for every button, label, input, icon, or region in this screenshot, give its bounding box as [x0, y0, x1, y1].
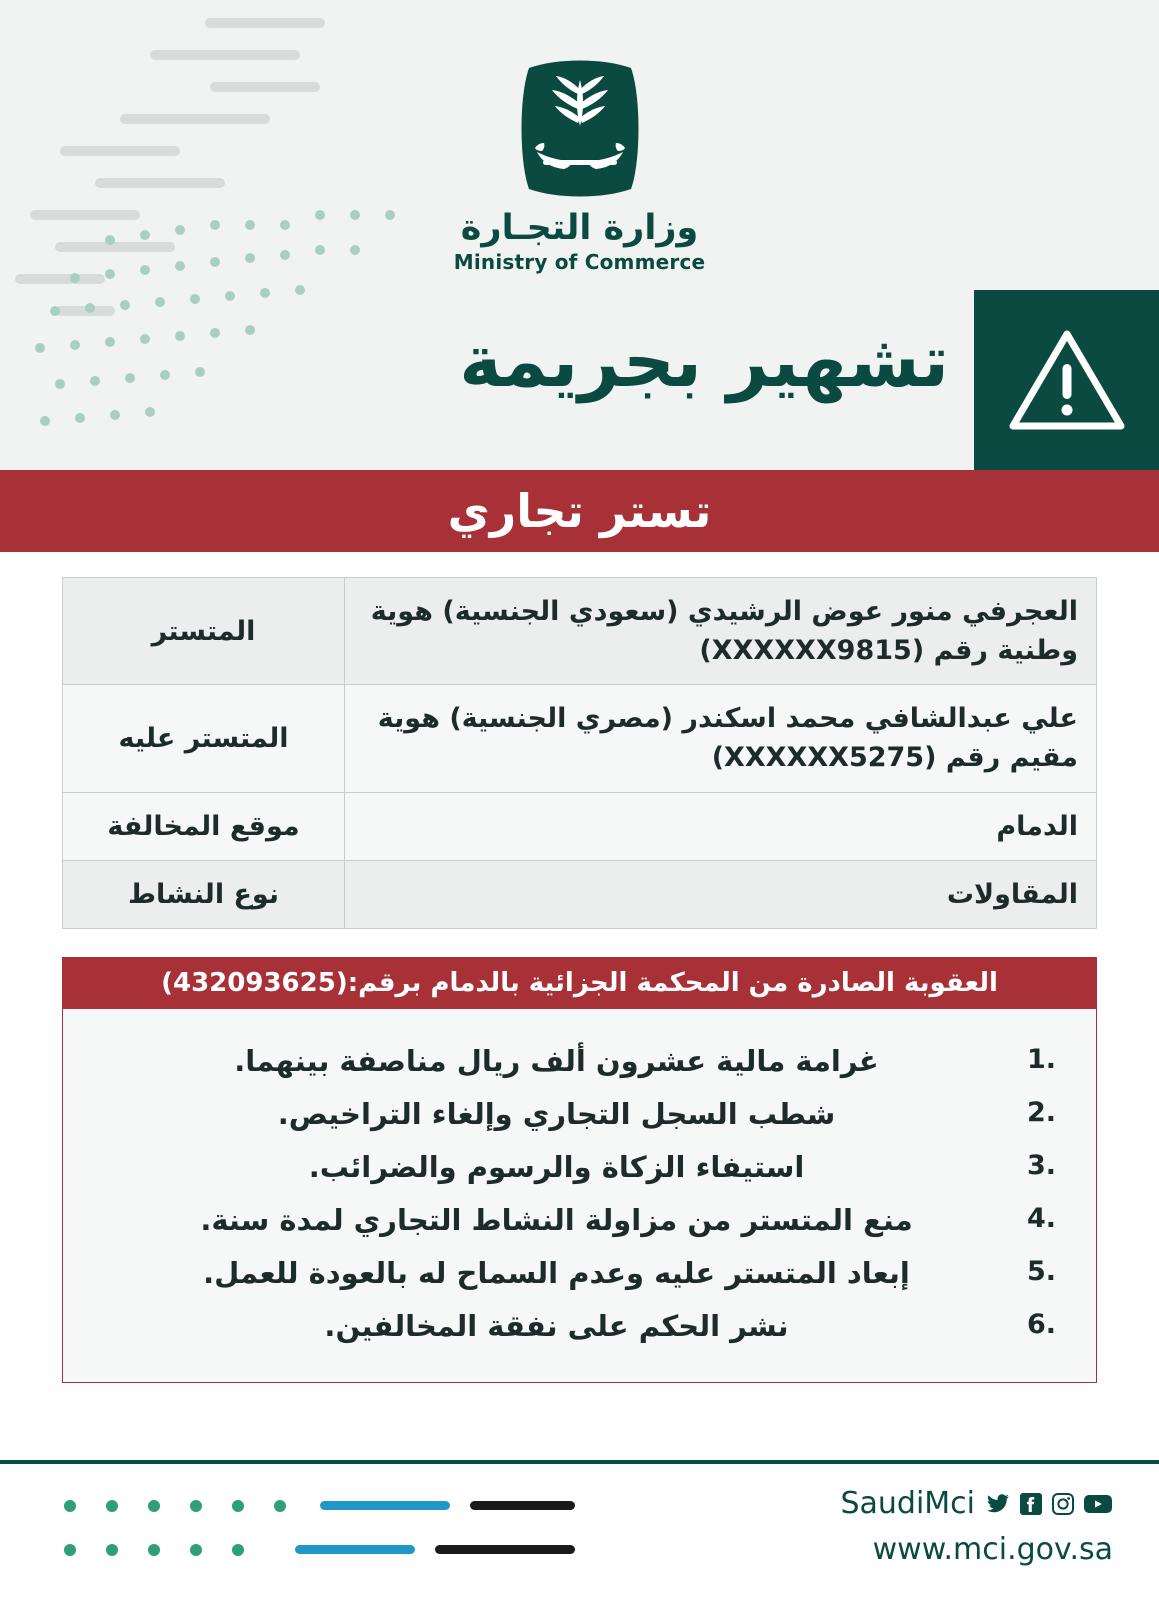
table-cell-label: المتستر عليه — [63, 685, 345, 792]
ministry-name-en: Ministry of Commerce — [453, 249, 706, 274]
ministry-name-ar: وزارة التجـارة — [460, 208, 699, 248]
ministry-logo — [0, 56, 1159, 274]
table-row — [63, 792, 1097, 860]
instagram-icon[interactable] — [1051, 1492, 1075, 1516]
list-item: غرامة مالية عشرون ألف ريال مناصفة بينهما. — [234, 1043, 879, 1078]
crime-type-label: تستر تجاري — [447, 484, 712, 538]
list-item: شطب السجل التجاري وإلغاء التراخيص. — [277, 1096, 836, 1131]
penalty-list — [103, 1035, 1056, 1353]
list-item: إبعاد المتستر عليه وعدم السماح له بالعودة للعمل. — [203, 1255, 910, 1290]
list-item: استيفاء الزكاة والرسوم والضرائب. — [308, 1149, 805, 1184]
table-row — [63, 685, 1097, 792]
facebook-icon[interactable] — [1019, 1492, 1043, 1516]
social-row — [840, 1486, 1113, 1521]
table-cell-label: نوع النشاط — [63, 860, 345, 928]
table-cell-value: المقاولات — [345, 860, 1097, 928]
twitter-icon[interactable] — [985, 1492, 1011, 1516]
header-area — [0, 0, 1159, 470]
info-table-wrap — [62, 577, 1097, 929]
social-icons — [985, 1492, 1113, 1516]
table-row — [63, 860, 1097, 928]
warning-badge — [974, 290, 1159, 470]
table-cell-label: المتستر — [63, 578, 345, 685]
list-item: نشر الحكم على نفقة المخالفين. — [324, 1308, 789, 1343]
penalty-body — [62, 1009, 1097, 1384]
footer — [0, 1460, 1159, 1610]
saudi-emblem-icon — [515, 56, 645, 201]
warning-triangle-icon — [1007, 326, 1127, 434]
footer-divider — [0, 1460, 1159, 1464]
info-table — [62, 577, 1097, 929]
table-row — [63, 578, 1097, 685]
crime-type-banner — [0, 470, 1159, 552]
footer-decoration — [40, 1488, 580, 1578]
table-cell-value: الدمام — [345, 792, 1097, 860]
table-cell-label: موقع المخالفة — [63, 792, 345, 860]
website-url[interactable]: www.mci.gov.sa — [872, 1532, 1113, 1567]
social-handle: SaudiMci — [840, 1486, 975, 1521]
table-cell-value: العجرفي منور عوض الرشيدي (سعودي الجنسية) هوية وطنية رقم (XXXXXX9815) — [345, 578, 1097, 685]
penalty-title: العقوبة الصادرة من المحكمة الجزائية بالدمام برقم:(432093625) — [62, 957, 1097, 1009]
youtube-icon[interactable] — [1083, 1492, 1113, 1516]
list-item: منع المتستر من مزاولة النشاط التجاري لمدة سنة. — [200, 1202, 913, 1237]
table-cell-value: علي عبدالشافي محمد اسكندر (مصري الجنسية) هوية مقيم رقم (XXXXXX5275) — [345, 685, 1097, 792]
page-title: تشهير بجريمة — [459, 319, 949, 403]
